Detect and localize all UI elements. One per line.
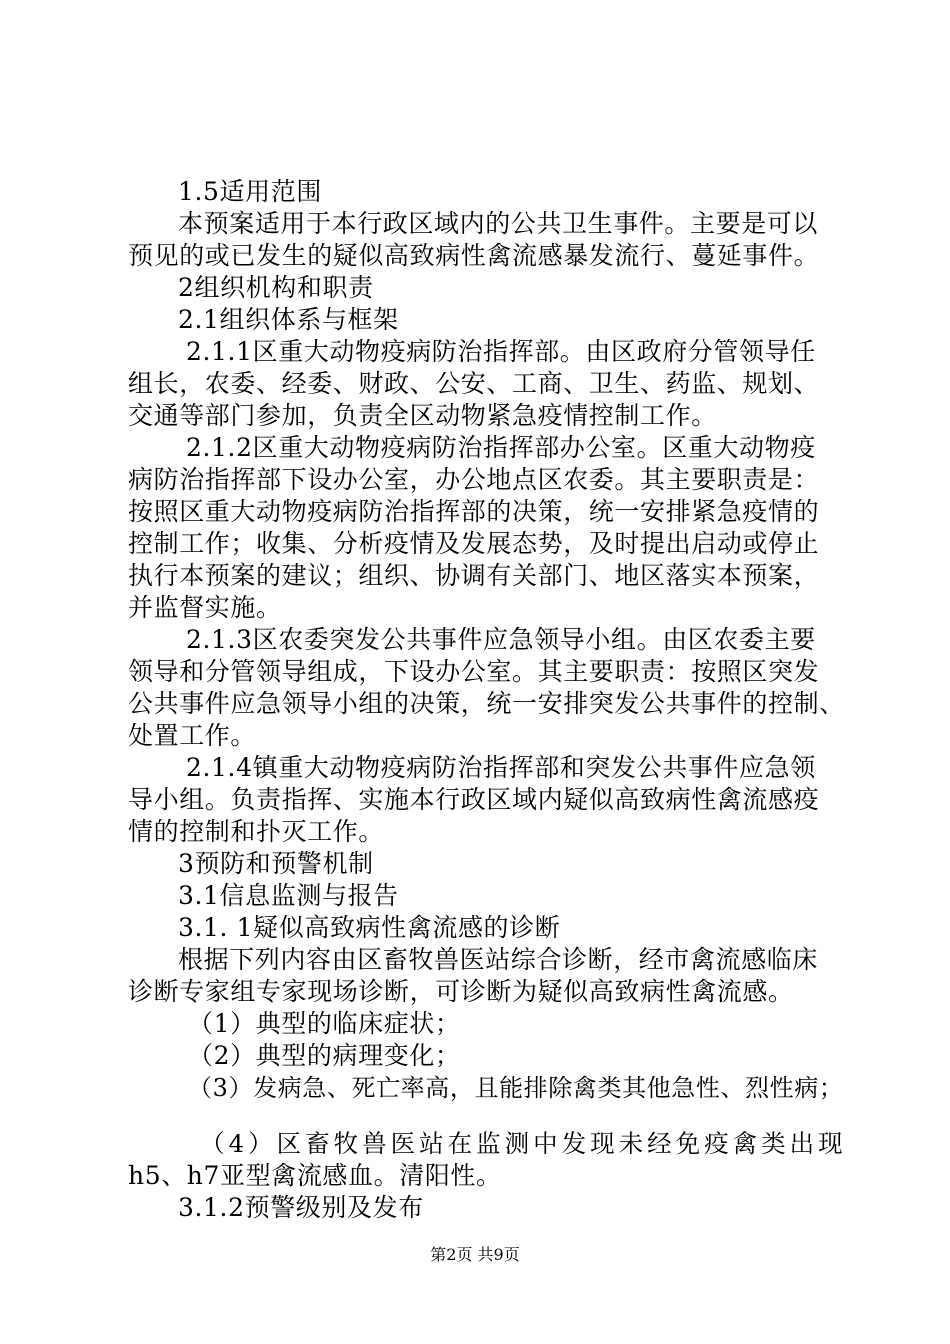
heading-3: 3预防和预警机制 <box>178 849 374 878</box>
page-footer: 第2页 共9页 <box>430 1245 520 1264</box>
paragraph-line: 导小组。负责指挥、实施本行政区域内疑似高致病性禽流感疫 <box>128 785 820 814</box>
heading-2-1: 2.1组织体系与框架 <box>178 305 399 334</box>
paragraph-line: h5、h7亚型禽流感血。清阳性。 <box>128 1161 502 1190</box>
heading-3-1: 3.1信息监测与报告 <box>178 881 399 910</box>
paragraph-line: 本预案适用于本行政区域内的公共卫生事件。主要是可以 <box>178 209 819 238</box>
list-item: （1）典型的临床症状； <box>188 1009 461 1038</box>
paragraph-line: 病防治指挥部下设办公室，办公地点区农委。其主要职责是： <box>128 465 820 494</box>
paragraph-line: 2.1.2区重大动物疫病防治指挥部办公室。区重大动物疫 <box>186 433 816 462</box>
paragraph-line: 控制工作；收集、分析疫情及发展态势，及时提出启动或停止 <box>128 529 820 558</box>
heading-3-1-2: 3.1.2预警级别及发布 <box>178 1193 424 1222</box>
paragraph-line: 领导和分管领导组成，下设办公室。其主要职责：按照区突发 <box>128 657 820 686</box>
paragraph-line: 预见的或已发生的疑似高致病性禽流感暴发流行、蔓延事件。 <box>128 241 820 270</box>
paragraph-line: 执行本预案的建议；组织、协调有关部门、地区落实本预案， <box>128 561 820 590</box>
paragraph-line: 交通等部门参加，负责全区动物紧急疫情控制工作。 <box>128 401 717 430</box>
paragraph-line: 2.1.4镇重大动物疫病防治指挥部和突发公共事件应急领 <box>186 753 816 782</box>
list-item: （3）发病急、死亡率高，且能排除禽类其他急性、烈性病； <box>188 1074 844 1102</box>
heading-1-5: 1.5适用范围 <box>178 177 322 206</box>
paragraph-line: 处置工作。 <box>128 721 257 750</box>
paragraph-line: 2.1.3区农委突发公共事件应急领导小组。由区农委主要 <box>186 625 816 654</box>
paragraph-line: 根据下列内容由区畜牧兽医站综合诊断，经市禽流感临床 <box>178 945 819 974</box>
paragraph-line: 按照区重大动物疫病防治指挥部的决策，统一安排紧急疫情的 <box>128 497 820 526</box>
heading-3-1-1: 3.1. 1疑似高致病性禽流感的诊断 <box>178 913 561 942</box>
paragraph-line: 并监督实施。 <box>128 593 282 622</box>
paragraph-line: 诊断专家组专家现场诊断，可诊断为疑似高致病性禽流感。 <box>128 977 794 1006</box>
paragraph-line: 组长，农委、经委、财政、公安、工商、卫生、药监、规划、 <box>128 369 820 398</box>
paragraph-line: 2.1.1区重大动物疫病防治指挥部。由区政府分管领导任 <box>186 337 816 366</box>
paragraph-line: 情的控制和扑灭工作。 <box>128 817 385 846</box>
heading-2: 2组织机构和职责 <box>178 273 374 302</box>
list-item: （4）区畜牧兽医站在监测中发现未经免疫禽类出现 <box>200 1129 847 1158</box>
paragraph-line: 公共事件应急领导小组的决策，统一安排突发公共事件的控制、 <box>128 689 845 718</box>
list-item: （2）典型的病理变化； <box>188 1041 461 1070</box>
